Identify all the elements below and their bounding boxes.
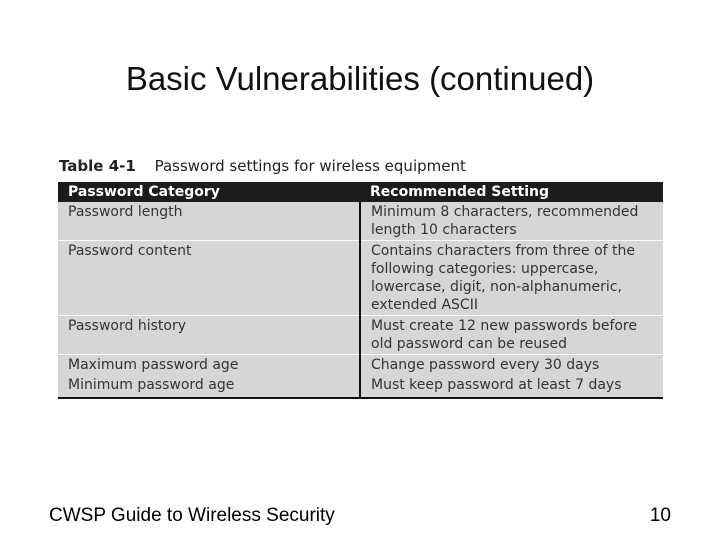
password-settings-table xyxy=(58,182,663,399)
table-row xyxy=(58,355,663,376)
cell-category: Password length xyxy=(58,202,360,241)
footer-course-title: CWSP Guide to Wireless Security xyxy=(49,505,335,526)
cell-setting: Must keep password at least 7 days xyxy=(360,375,663,398)
table-caption-text: Password settings for wireless equipment xyxy=(154,157,466,175)
cell-category: Password history xyxy=(58,316,360,355)
cell-setting: Contains characters from three of the following categories: uppercase, lowercase, digit, non-alphanumeric, extended ASCII xyxy=(360,241,663,316)
table-row xyxy=(58,375,663,398)
header-recommended-setting: Recommended Setting xyxy=(360,182,663,202)
cell-category: Password content xyxy=(58,241,360,316)
header-password-category: Password Category xyxy=(58,182,360,202)
table-caption-number: Table 4-1 xyxy=(59,157,136,175)
table-row xyxy=(58,316,663,355)
cell-setting: Minimum 8 characters, recommended length 10 characters xyxy=(360,202,663,241)
table-row xyxy=(58,241,663,316)
table-caption xyxy=(59,157,466,175)
cell-setting: Must create 12 new passwords before old password can be reused xyxy=(360,316,663,355)
table-row xyxy=(58,202,663,241)
table-header-row xyxy=(58,182,663,202)
cell-category: Maximum password age xyxy=(58,355,360,376)
cell-setting: Change password every 30 days xyxy=(360,355,663,376)
footer-page-number: 10 xyxy=(649,505,671,526)
slide-title: Basic Vulnerabilities (continued) xyxy=(125,60,595,97)
cell-category: Minimum password age xyxy=(58,375,360,398)
